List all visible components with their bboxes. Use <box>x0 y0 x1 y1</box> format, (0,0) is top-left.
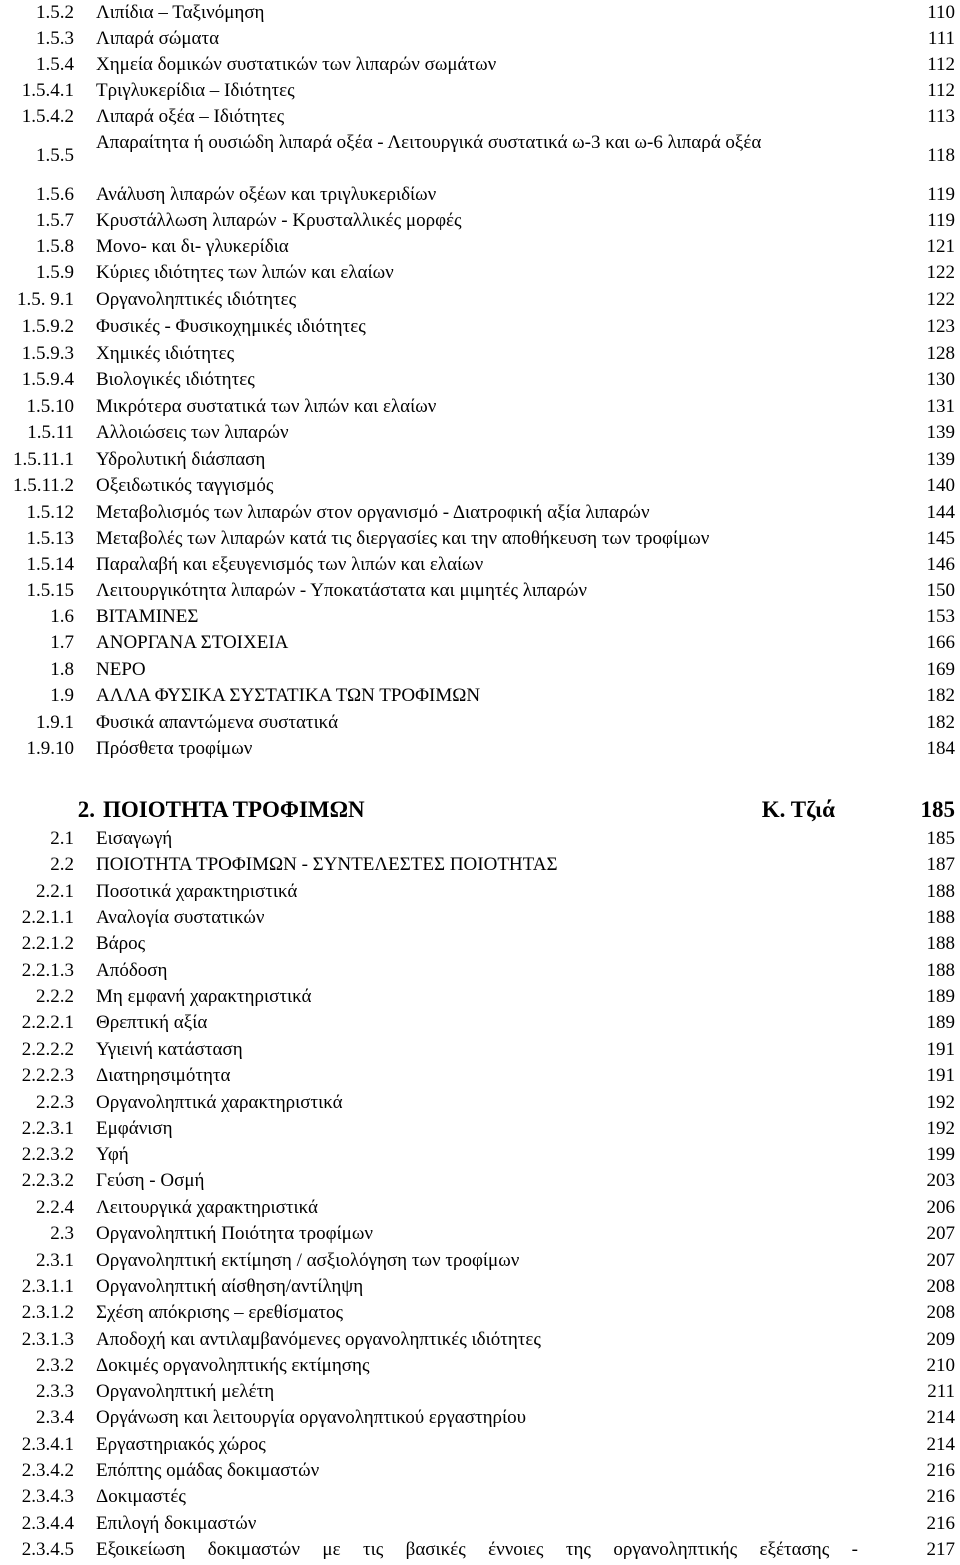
page-number: 184 <box>926 738 955 759</box>
section-number: 1.9 <box>50 685 74 706</box>
section-title: Λιπίδια – Ταξινόμηση <box>96 2 265 23</box>
toc-entry <box>0 1195 960 1221</box>
section-title: Φυσικές - Φυσικοχημικές ιδιότητες <box>96 316 366 337</box>
section-title: Οξειδωτικός ταγγισμός <box>96 475 274 496</box>
section-title: Εξοικείωση δοκιμαστών με τις βασικές έννοιες της οργανοληπτικής εξέτασης - <box>96 1539 858 1560</box>
page-number: 216 <box>926 1513 955 1534</box>
page-number: 208 <box>926 1276 955 1297</box>
section-title: Υδρολυτική διάσπαση <box>96 449 266 470</box>
page-number: 119 <box>927 184 955 205</box>
section-number: 2.2.1.1 <box>21 907 74 928</box>
page-number: 122 <box>926 289 955 310</box>
section-number: 2.3.1.1 <box>21 1276 74 1297</box>
section-title: Οργανοληπτικά χαρακτηριστικά <box>96 1092 343 1113</box>
section-number: 1.5.12 <box>26 502 74 523</box>
page-number: 139 <box>926 422 955 443</box>
section-number: 2.3.4.3 <box>21 1486 74 1507</box>
section-title: Απαραίτητα ή ουσιώδη λιπαρά οξέα - Λειτουργικά συστατικά ω-3 και ω-6 λιπαρά οξέα <box>96 132 762 153</box>
page-number: 118 <box>927 145 955 166</box>
section-number: 2.2 <box>50 854 74 875</box>
page-number: 192 <box>926 1092 955 1113</box>
section-title: Λιπαρά σώματα <box>96 28 220 49</box>
page-number: 191 <box>926 1065 955 1086</box>
section-title: Απόδοση <box>96 960 168 981</box>
page-number: 169 <box>926 659 955 680</box>
section-title: Διατηρησιμότητα <box>96 1065 231 1086</box>
section-number: 2.1 <box>50 828 74 849</box>
section-title: Φυσικά απαντώμενα συστατικά <box>96 712 339 733</box>
toc-entry <box>0 984 960 1010</box>
toc-entry <box>0 1432 960 1458</box>
section-title: Αλλοιώσεις των λιπαρών <box>96 422 289 443</box>
section-number: 2.3.1 <box>36 1250 74 1271</box>
section-number: 2.2.2 <box>36 986 74 1007</box>
toc-entry <box>0 1353 960 1379</box>
page-number: 146 <box>926 554 955 575</box>
section-number: 2.2.2.2 <box>21 1039 74 1060</box>
section-number: 1.8 <box>50 659 74 680</box>
toc-entry <box>0 879 960 905</box>
page-number: 150 <box>926 580 955 601</box>
toc-entry <box>0 1274 960 1300</box>
toc-entry <box>0 1090 960 1116</box>
section-title: Αναλογία συστατικών <box>96 907 265 928</box>
section-number: 1.6 <box>50 606 74 627</box>
toc-entry <box>0 526 960 552</box>
section-title: Εισαγωγή <box>96 828 173 849</box>
page-number: 144 <box>926 502 955 523</box>
page-number: 206 <box>926 1197 955 1218</box>
page-number: 188 <box>926 881 955 902</box>
section-title: Λειτουργικότητα λιπαρών - Υποκατάστατα και μιμητές λιπαρών <box>96 580 587 601</box>
section-number: 1.5.13 <box>26 528 74 549</box>
section-number: 1.5.10 <box>26 396 74 417</box>
page-number: 191 <box>926 1039 955 1060</box>
section-title: ΝΕΡΟ <box>96 659 146 680</box>
page-number: 207 <box>926 1223 955 1244</box>
toc-entry <box>0 552 960 578</box>
section-number: 1.5.9.2 <box>21 316 74 337</box>
page-number: 189 <box>926 986 955 1007</box>
page-number: 140 <box>926 475 955 496</box>
section-number: 2.3.1.2 <box>21 1302 74 1323</box>
section-title: Πρόσθετα τροφίμων <box>96 738 253 759</box>
chapter-title: ΠΟΙΟΤΗΤΑ ΤΡΟΦΙΜΩΝ <box>103 797 365 822</box>
section-title: ΒΙΤΑΜΙΝΕΣ <box>96 606 199 627</box>
toc-entry <box>0 852 960 878</box>
page-number: 214 <box>926 1407 955 1428</box>
toc-entry <box>0 826 960 852</box>
chapter-author: Κ. Τζιά <box>761 797 835 822</box>
toc-entry <box>0 104 960 130</box>
toc-entry <box>0 958 960 984</box>
section-number: 1.5.7 <box>36 210 74 231</box>
section-number: 2.2.1 <box>36 881 74 902</box>
section-number: 1.5. 9.1 <box>17 289 74 310</box>
toc-entry <box>0 1458 960 1484</box>
section-title: Οργανοληπτική μελέτη <box>96 1381 275 1402</box>
section-title: Θρεπτική αξία <box>96 1012 208 1033</box>
toc-entry <box>0 736 960 762</box>
section-number: 1.5.9.4 <box>21 369 74 390</box>
section-title: Υφή <box>96 1144 129 1165</box>
section-number: 2.3.4.2 <box>21 1460 74 1481</box>
page-number: 199 <box>926 1144 955 1165</box>
toc-entry <box>0 1484 960 1510</box>
section-number: 2.2.3 <box>36 1092 74 1113</box>
section-title: Κρυστάλλωση λιπαρών - Κρυσταλλικές μορφές <box>96 210 462 231</box>
toc-entry <box>0 314 960 340</box>
page-number: 123 <box>926 316 955 337</box>
section-number: 2.2.3.1 <box>21 1118 74 1139</box>
toc-entry <box>0 394 960 420</box>
toc-entry <box>0 578 960 604</box>
toc-entry <box>0 26 960 52</box>
section-title: Επιλογή δοκιμαστών <box>96 1513 257 1534</box>
page-number: 188 <box>926 907 955 928</box>
toc-entry <box>0 1063 960 1089</box>
section-title: ΑΛΛΑ ΦΥΣΙΚΑ ΣΥΣΤΑΤΙΚΑ ΤΩΝ ΤΡΟΦΙΜΩΝ <box>96 685 481 706</box>
section-number: 2.3.4.1 <box>21 1434 74 1455</box>
page-number: 131 <box>926 396 955 417</box>
section-number: 1.5.8 <box>36 236 74 257</box>
section-title: Βιολογικές ιδιότητες <box>96 369 255 390</box>
page-number: 207 <box>926 1250 955 1271</box>
section-title: Ανάλυση λιπαρών οξέων και τριγλυκεριδίων <box>96 184 437 205</box>
section-number: 1.5.14 <box>26 554 74 575</box>
toc-entry <box>0 1168 960 1194</box>
section-title: Εμφάνιση <box>96 1118 173 1139</box>
section-number: 1.5.9.3 <box>21 343 74 364</box>
page-number: 211 <box>927 1381 955 1402</box>
toc-entry <box>0 1327 960 1353</box>
page-number: 210 <box>926 1355 955 1376</box>
section-number: 2.2.1.2 <box>21 933 74 954</box>
toc-entry <box>0 1142 960 1168</box>
section-title: Οργανοληπτική αίσθηση/αντίληψη <box>96 1276 364 1297</box>
toc-entry <box>0 341 960 367</box>
toc-entry <box>0 208 960 234</box>
section-title: Κύριες ιδιότητες των λιπών και ελαίων <box>96 262 394 283</box>
section-number: 1.5.11 <box>27 422 74 443</box>
toc-entry <box>0 657 960 683</box>
toc-entry <box>0 1379 960 1405</box>
section-number: 2.2.4 <box>36 1197 74 1218</box>
section-title: Σχέση απόκρισης – ερεθίσματος <box>96 1302 344 1323</box>
toc-entry <box>0 78 960 104</box>
page-number: 113 <box>927 106 955 127</box>
section-number: 2.3.4 <box>36 1407 74 1428</box>
toc-entry <box>0 1116 960 1142</box>
section-title: Οργανοληπτική εκτίμηση / ασξιολόγηση των τροφίμων <box>96 1250 520 1271</box>
chapter-heading <box>0 795 960 825</box>
section-number: 2.3.1.3 <box>21 1329 74 1350</box>
toc-entry <box>0 447 960 473</box>
toc-entry <box>0 52 960 78</box>
toc-entry <box>0 367 960 393</box>
toc-entry <box>0 683 960 709</box>
section-number: 1.5.6 <box>36 184 74 205</box>
section-number: 1.5.4.1 <box>21 80 74 101</box>
section-title: ΠΟΙΟΤΗΤΑ ΤΡΟΦΙΜΩΝ - ΣΥΝΤΕΛΕΣΤΕΣ ΠΟΙΟΤΗΤΑΣ <box>96 854 558 875</box>
toc-entry <box>0 287 960 313</box>
page-number: 214 <box>926 1434 955 1455</box>
section-number: 1.9.10 <box>26 738 74 759</box>
toc-entry <box>0 1010 960 1036</box>
page-number: 111 <box>927 28 955 49</box>
page-number: 145 <box>926 528 955 549</box>
section-number: 2.2.2.3 <box>21 1065 74 1086</box>
page-number: 188 <box>926 933 955 954</box>
section-number: 2.3 <box>50 1223 74 1244</box>
page-number: 187 <box>926 854 955 875</box>
section-number: 1.5.11.2 <box>12 475 74 496</box>
toc-entry <box>0 182 960 208</box>
section-title: Οργανοληπτική Ποιότητα τροφίμων <box>96 1223 373 1244</box>
toc-entry <box>0 260 960 286</box>
toc-entry <box>0 1511 960 1537</box>
section-number: 2.3.4.5 <box>21 1539 74 1560</box>
section-number: 1.5.11.1 <box>12 449 74 470</box>
section-number: 2.3.2 <box>36 1355 74 1376</box>
page-number: 153 <box>926 606 955 627</box>
section-title: Δοκιμαστές <box>96 1486 186 1507</box>
page-number: 119 <box>927 210 955 231</box>
page-number: 217 <box>926 1539 955 1560</box>
section-number: 2.3.3 <box>36 1381 74 1402</box>
section-title: Χημεία δομικών συστατικών των λιπαρών σωμάτων <box>96 54 497 75</box>
section-number: 1.5.9 <box>36 262 74 283</box>
section-title: ΑΝΟΡΓΑΝΑ ΣΤΟΙΧΕΙΑ <box>96 632 289 653</box>
page-number: 216 <box>926 1460 955 1481</box>
section-title: Μεταβολισμός των λιπαρών στον οργανισμό - Διατροφική αξία λιπαρών <box>96 502 650 523</box>
toc-entry <box>0 0 960 26</box>
page-number: 192 <box>926 1118 955 1139</box>
toc-entry <box>0 905 960 931</box>
section-title: Δοκιμές οργανοληπτικής εκτίμησης <box>96 1355 370 1376</box>
toc-entry <box>0 1221 960 1247</box>
section-title: Παραλαβή και εξευγενισμός των λιπών και ελαίων <box>96 554 484 575</box>
chapter-number: 2. <box>77 797 95 822</box>
section-title: Βάρος <box>96 933 146 954</box>
section-number: 1.9.1 <box>36 712 74 733</box>
toc-entry <box>0 1300 960 1326</box>
page-number: 112 <box>927 54 955 75</box>
section-title: Εργαστηριακός χώρος <box>96 1434 266 1455</box>
page-number: 130 <box>926 369 955 390</box>
section-title: Λειτουργικά χαρακτηριστικά <box>96 1197 319 1218</box>
toc-entry <box>0 130 960 182</box>
section-title: Τριγλυκερίδια – Ιδιότητες <box>96 80 295 101</box>
toc-entry <box>0 630 960 656</box>
section-number: 2.2.3.2 <box>21 1170 74 1191</box>
section-title: Λιπαρά οξέα – Ιδιότητες <box>96 106 285 127</box>
toc-entry <box>0 500 960 526</box>
page-number: 208 <box>926 1302 955 1323</box>
section-title: Υγιεινή κατάσταση <box>96 1039 243 1060</box>
page-number: 182 <box>926 712 955 733</box>
page-number: 216 <box>926 1486 955 1507</box>
section-number: 1.5.4.2 <box>21 106 74 127</box>
page-number: 182 <box>926 685 955 706</box>
section-title: Οργανοληπτικές ιδιότητες <box>96 289 297 310</box>
page-number: 189 <box>926 1012 955 1033</box>
toc-entry <box>0 420 960 446</box>
section-number: 2.2.3.2 <box>21 1144 74 1165</box>
section-number: 1.7 <box>50 632 74 653</box>
page-number: 128 <box>926 343 955 364</box>
page-number: 112 <box>927 80 955 101</box>
toc-entry <box>0 931 960 957</box>
section-title: Χημικές ιδιότητες <box>96 343 235 364</box>
section-title: Ποσοτικά χαρακτηριστικά <box>96 881 298 902</box>
page-number: 166 <box>926 632 955 653</box>
toc-entry <box>0 473 960 499</box>
section-number: 1.5.5 <box>36 145 74 166</box>
toc-entry <box>0 710 960 736</box>
section-number: 1.5.2 <box>36 2 74 23</box>
section-number: 1.5.3 <box>36 28 74 49</box>
toc-entry <box>0 604 960 630</box>
section-title: Αποδοχή και αντιλαμβανόμενες οργανοληπτικές ιδιότητες <box>96 1329 541 1350</box>
section-title: Γεύση - Οσμή <box>96 1170 205 1191</box>
section-title: Οργάνωση και λειτουργία οργανοληπτικού εργαστηρίου <box>96 1407 527 1428</box>
section-number: 2.3.4.4 <box>21 1513 74 1534</box>
page-number: 185 <box>920 797 955 822</box>
section-number: 1.5.4 <box>36 54 74 75</box>
toc-entry <box>0 1537 960 1563</box>
section-title: Μονο- και δι- γλυκερίδια <box>96 236 289 257</box>
page-number: 139 <box>926 449 955 470</box>
section-title: Μικρότερα συστατικά των λιπών και ελαίων <box>96 396 437 417</box>
section-number: 2.2.1.3 <box>21 960 74 981</box>
page-number: 110 <box>927 2 955 23</box>
page-number: 188 <box>926 960 955 981</box>
toc-entry <box>0 234 960 260</box>
page-number: 203 <box>926 1170 955 1191</box>
page-number: 209 <box>926 1329 955 1350</box>
section-title: Επόπτης ομάδας δοκιμαστών <box>96 1460 320 1481</box>
section-number: 1.5.15 <box>26 580 74 601</box>
section-title: Μεταβολές των λιπαρών κατά τις διεργασίες και την αποθήκευση των τροφίμων <box>96 528 710 549</box>
page-number: 121 <box>926 236 955 257</box>
toc-entry <box>0 1405 960 1431</box>
toc-entry <box>0 1248 960 1274</box>
page-number: 122 <box>926 262 955 283</box>
section-number: 2.2.2.1 <box>21 1012 74 1033</box>
section-title: Μη εμφανή χαρακτηριστικά <box>96 986 312 1007</box>
toc-entry <box>0 1037 960 1063</box>
page-number: 185 <box>926 828 955 849</box>
